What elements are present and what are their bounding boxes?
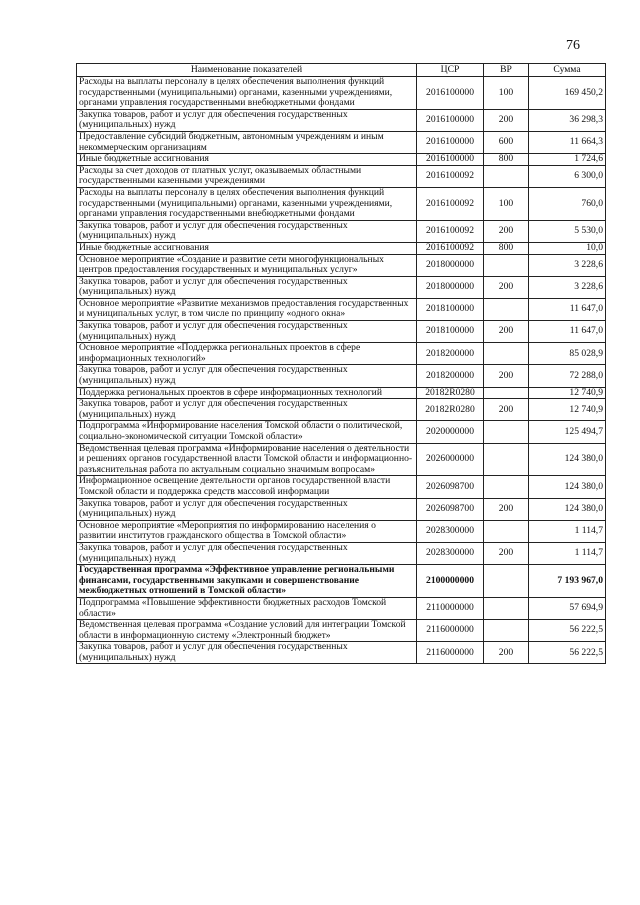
table-row (77, 498, 606, 520)
cell-name: Закупка товаров, работ и услуг для обеспечения государственных (муниципальных) нужд (77, 642, 417, 664)
page-number: 76 (566, 38, 580, 53)
cell-vr (484, 597, 529, 619)
cell-name: Подпрограмма «Повышение эффективности бюджетных расходов Томской области» (77, 597, 417, 619)
cell-name: Закупка товаров, работ и услуг для обеспечения государственных (муниципальных) нужд (77, 399, 417, 421)
cell-name: Подпрограмма «Информирование населения Томской области о политической, социально-экономической ситуации Томской области» (77, 421, 417, 443)
table-row (77, 387, 606, 399)
cell-csr: 2016100000 (417, 154, 484, 166)
table-row (77, 220, 606, 242)
cell-sum: 1 114,7 (529, 542, 606, 564)
cell-csr: 2016100092 (417, 165, 484, 187)
cell-vr (484, 298, 529, 320)
cell-sum: 57 694,9 (529, 597, 606, 619)
cell-name: Закупка товаров, работ и услуг для обеспечения государственных (муниципальных) нужд (77, 365, 417, 387)
table-row (77, 165, 606, 187)
cell-name: Закупка товаров, работ и услуг для обеспечения государственных (муниципальных) нужд (77, 498, 417, 520)
table-row (77, 343, 606, 365)
cell-name: Закупка товаров, работ и услуг для обеспечения государственных (муниципальных) нужд (77, 321, 417, 343)
cell-name: Государственная программа «Эффективное управление региональными финансами, государственными закупками и совершенствование межбюджетных отношений в Томской области» (77, 565, 417, 598)
cell-csr: 2016100092 (417, 220, 484, 242)
cell-name: Поддержка региональных проектов в сфере информационных технологий (77, 387, 417, 399)
cell-vr: 800 (484, 242, 529, 254)
cell-csr: 2116000000 (417, 642, 484, 664)
cell-vr: 200 (484, 399, 529, 421)
cell-vr: 100 (484, 187, 529, 220)
cell-sum: 11 647,0 (529, 321, 606, 343)
budget-table (76, 63, 606, 664)
cell-csr: 2016100092 (417, 242, 484, 254)
cell-csr: 2026098700 (417, 498, 484, 520)
cell-vr: 200 (484, 365, 529, 387)
cell-csr: 2016100092 (417, 187, 484, 220)
cell-sum: 169 450,2 (529, 77, 606, 110)
cell-vr (484, 620, 529, 642)
cell-vr: 200 (484, 498, 529, 520)
cell-csr: 20182R0280 (417, 399, 484, 421)
cell-vr (484, 387, 529, 399)
cell-sum: 56 222,5 (529, 642, 606, 664)
table-row (77, 597, 606, 619)
cell-csr: 2018200000 (417, 343, 484, 365)
table-row (77, 476, 606, 498)
cell-csr: 2116000000 (417, 620, 484, 642)
table-row (77, 365, 606, 387)
cell-name: Закупка товаров, работ и услуг для обеспечения государственных (муниципальных) нужд (77, 276, 417, 298)
table-row (77, 642, 606, 664)
cell-csr: 2018000000 (417, 276, 484, 298)
cell-sum: 124 380,0 (529, 498, 606, 520)
cell-name: Ведомственная целевая программа «Создание условий для интеграции Томской области в информационную систему «Электронный бюджет» (77, 620, 417, 642)
cell-vr (484, 343, 529, 365)
cell-sum: 6 300,0 (529, 165, 606, 187)
cell-vr (484, 443, 529, 476)
table-row (77, 276, 606, 298)
header-sum: Сумма (529, 64, 606, 77)
cell-sum: 3 228,6 (529, 276, 606, 298)
cell-name: Основное мероприятие «Поддержка региональных проектов в сфере информационных технологий» (77, 343, 417, 365)
cell-name: Основное мероприятие «Создание и развитие сети многофункциональных центров предоставления государственных и муниципальных услуг» (77, 254, 417, 276)
cell-csr: 2026000000 (417, 443, 484, 476)
table-row (77, 254, 606, 276)
cell-sum: 1 114,7 (529, 520, 606, 542)
table-row (77, 421, 606, 443)
cell-vr: 200 (484, 109, 529, 131)
cell-vr (484, 165, 529, 187)
table-row (77, 242, 606, 254)
table-row (77, 565, 606, 598)
cell-name: Закупка товаров, работ и услуг для обеспечения государственных (муниципальных) нужд (77, 109, 417, 131)
cell-vr: 200 (484, 321, 529, 343)
cell-csr: 2020000000 (417, 421, 484, 443)
cell-sum: 56 222,5 (529, 620, 606, 642)
table-row (77, 321, 606, 343)
cell-csr: 2018100000 (417, 321, 484, 343)
cell-sum: 124 380,0 (529, 443, 606, 476)
cell-csr: 2016100000 (417, 109, 484, 131)
cell-csr: 2026098700 (417, 476, 484, 498)
table-row (77, 109, 606, 131)
cell-vr: 200 (484, 220, 529, 242)
cell-name: Иные бюджетные ассигнования (77, 154, 417, 166)
cell-sum: 36 298,3 (529, 109, 606, 131)
cell-sum: 7 193 967,0 (529, 565, 606, 598)
cell-vr: 100 (484, 77, 529, 110)
table-row (77, 443, 606, 476)
header-csr: ЦСР (417, 64, 484, 77)
cell-name: Основное мероприятие «Мероприятия по информированию населения о развитии институтов гражданского общества в Томской области» (77, 520, 417, 542)
cell-vr: 600 (484, 131, 529, 153)
cell-name: Расходы на выплаты персоналу в целях обеспечения выполнения функций государственными (муниципальными) органами, казенными учреждениями, органами управления государственными внебюджетными фондами (77, 187, 417, 220)
cell-vr (484, 565, 529, 598)
cell-name: Расходы на выплаты персоналу в целях обеспечения выполнения функций государственными (муниципальными) органами, казенными учреждениями, органами управления государственными внебюджетными фондами (77, 77, 417, 110)
cell-csr: 2018000000 (417, 254, 484, 276)
cell-sum: 760,0 (529, 187, 606, 220)
cell-name: Закупка товаров, работ и услуг для обеспечения государственных (муниципальных) нужд (77, 220, 417, 242)
cell-sum: 125 494,7 (529, 421, 606, 443)
cell-sum: 10,0 (529, 242, 606, 254)
cell-sum: 85 028,9 (529, 343, 606, 365)
cell-name: Закупка товаров, работ и услуг для обеспечения государственных (муниципальных) нужд (77, 542, 417, 564)
cell-vr (484, 520, 529, 542)
cell-name: Ведомственная целевая программа «Информирование населения о деятельности и решениях органов государственной власти Томской области и информационно-разъяснительная работа по актуальным социально значимым вопросам» (77, 443, 417, 476)
cell-csr: 2100000000 (417, 565, 484, 598)
table-row (77, 520, 606, 542)
cell-sum: 3 228,6 (529, 254, 606, 276)
table-row (77, 77, 606, 110)
cell-sum: 11 647,0 (529, 298, 606, 320)
table-row (77, 620, 606, 642)
cell-csr: 2028300000 (417, 542, 484, 564)
cell-sum: 12 740,9 (529, 399, 606, 421)
table-row (77, 298, 606, 320)
cell-vr: 800 (484, 154, 529, 166)
table-header-row (77, 64, 606, 77)
cell-sum: 1 724,6 (529, 154, 606, 166)
cell-vr (484, 476, 529, 498)
cell-csr: 2016100000 (417, 131, 484, 153)
table-row (77, 399, 606, 421)
cell-vr: 200 (484, 542, 529, 564)
cell-sum: 5 530,0 (529, 220, 606, 242)
cell-sum: 124 380,0 (529, 476, 606, 498)
cell-name: Информационное освещение деятельности органов государственной власти Томской области и поддержка средств массовой информации (77, 476, 417, 498)
cell-vr (484, 421, 529, 443)
cell-name: Иные бюджетные ассигнования (77, 242, 417, 254)
table-row (77, 131, 606, 153)
cell-csr: 2016100000 (417, 77, 484, 110)
cell-name: Основное мероприятие «Развитие механизмов предоставления государственных и муниципальных услуг, в том числе по принципу «одного окна» (77, 298, 417, 320)
cell-sum: 12 740,9 (529, 387, 606, 399)
cell-vr (484, 254, 529, 276)
table-row (77, 154, 606, 166)
cell-vr: 200 (484, 276, 529, 298)
cell-name: Предоставление субсидий бюджетным, автономным учреждениям и иным некоммерческим организациям (77, 131, 417, 153)
cell-csr: 2028300000 (417, 520, 484, 542)
cell-vr: 200 (484, 642, 529, 664)
cell-sum: 72 288,0 (529, 365, 606, 387)
cell-csr: 2110000000 (417, 597, 484, 619)
cell-csr: 2018100000 (417, 298, 484, 320)
header-vr: ВР (484, 64, 529, 77)
cell-csr: 2018200000 (417, 365, 484, 387)
cell-name: Расходы за счет доходов от платных услуг, оказываемых областными государственными казенными учреждениями (77, 165, 417, 187)
table-row (77, 542, 606, 564)
cell-sum: 11 664,3 (529, 131, 606, 153)
header-name: Наименование показателей (77, 64, 417, 77)
table-row (77, 187, 606, 220)
cell-csr: 20182R0280 (417, 387, 484, 399)
